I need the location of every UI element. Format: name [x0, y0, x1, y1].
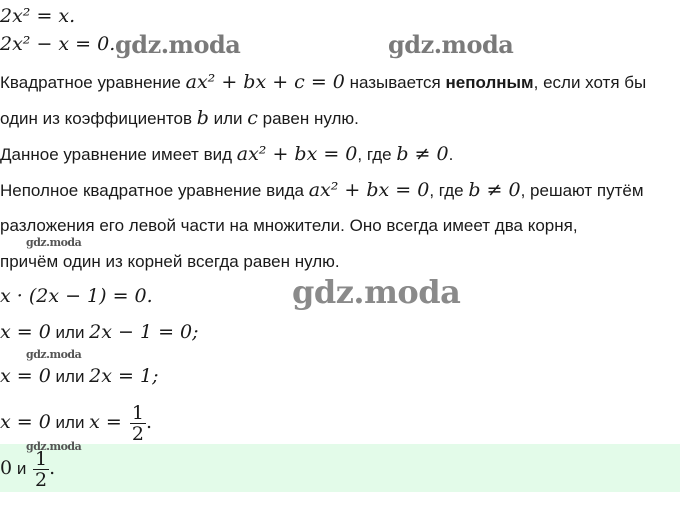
fraction-denominator: 2	[35, 469, 48, 492]
definition-line-1	[0, 72, 646, 93]
watermark: gdz.moda	[292, 273, 461, 311]
watermark: gdz.moda	[388, 30, 514, 59]
math-segment: b ≠ 0	[396, 143, 449, 165]
text-segment: равен нулю.	[257, 109, 359, 128]
text-segment: один из коэффициентов	[0, 109, 197, 128]
text-segment: и	[12, 459, 32, 478]
math-segment: .	[145, 411, 153, 433]
bold-term: неполным	[445, 73, 534, 92]
text-segment: Данное уравнение имеет вид	[0, 145, 237, 164]
text-segment: разложения его левой части на множители. Оно всегда имеет два корня,	[0, 216, 578, 235]
text-segment: или	[208, 109, 248, 128]
text-segment: .	[448, 145, 454, 164]
watermark: gdz.moda	[26, 348, 82, 361]
text-segment: Квадратное уравнение	[0, 73, 186, 92]
answer-fraction	[33, 449, 49, 490]
math-segment: 2x − 1 = 0;	[89, 321, 199, 343]
math-segment: .	[49, 457, 56, 479]
text-segment: или	[50, 323, 90, 342]
explanation-line-4	[0, 252, 340, 272]
equation-text: 2x² = x.	[0, 5, 76, 27]
math-segment: c	[247, 107, 258, 129]
explanation-line-2	[0, 180, 644, 201]
math-segment: ax² + bx + c = 0	[185, 71, 345, 93]
definition-line-2	[0, 108, 359, 129]
solution-step-1	[0, 286, 153, 306]
text-segment: называется	[344, 73, 446, 92]
watermark: gdz.moda	[115, 30, 241, 59]
math-segment: x = 0	[0, 365, 51, 387]
math-segment: ax² + bx = 0	[308, 179, 430, 201]
math-segment: x =	[89, 411, 128, 433]
fraction-numerator: 1	[131, 402, 144, 425]
watermark: gdz.moda	[26, 236, 82, 249]
math-segment: b ≠ 0	[468, 179, 521, 201]
text-segment: или	[50, 413, 90, 432]
answer-zero: 0	[0, 457, 13, 479]
equation-text: 2x² − x = 0.	[0, 33, 116, 55]
equation-line-2	[0, 34, 115, 54]
solution-step-4	[0, 400, 152, 445]
math-segment: x = 0	[0, 321, 51, 343]
explanation-line-3	[0, 216, 578, 236]
watermark: gdz.moda	[26, 440, 82, 453]
math-segment: ax² + bx = 0	[236, 143, 358, 165]
text-segment: Неполное квадратное уравнение вида	[0, 181, 309, 200]
text-segment: , решают путём	[520, 181, 644, 200]
explanation-line-1	[0, 144, 453, 165]
text-segment: , где	[429, 181, 469, 200]
fraction	[130, 403, 146, 444]
text-segment: , если хотя бы	[533, 73, 647, 92]
math-segment: b	[196, 107, 209, 129]
text-segment: причём один из корней всегда равен нулю.	[0, 252, 340, 271]
text-segment: или	[50, 367, 90, 386]
solution-step-3	[0, 366, 158, 387]
solution-step-2	[0, 322, 199, 343]
fraction-denominator: 2	[131, 423, 144, 446]
math-segment: 2x = 1;	[89, 365, 159, 387]
math-segment: x · (2x − 1) = 0.	[0, 285, 153, 307]
answer-highlight	[0, 444, 680, 492]
equation-line-1	[0, 6, 75, 26]
fraction-numerator: 1	[35, 448, 48, 471]
text-segment: , где	[357, 145, 397, 164]
math-segment: x = 0	[0, 411, 51, 433]
